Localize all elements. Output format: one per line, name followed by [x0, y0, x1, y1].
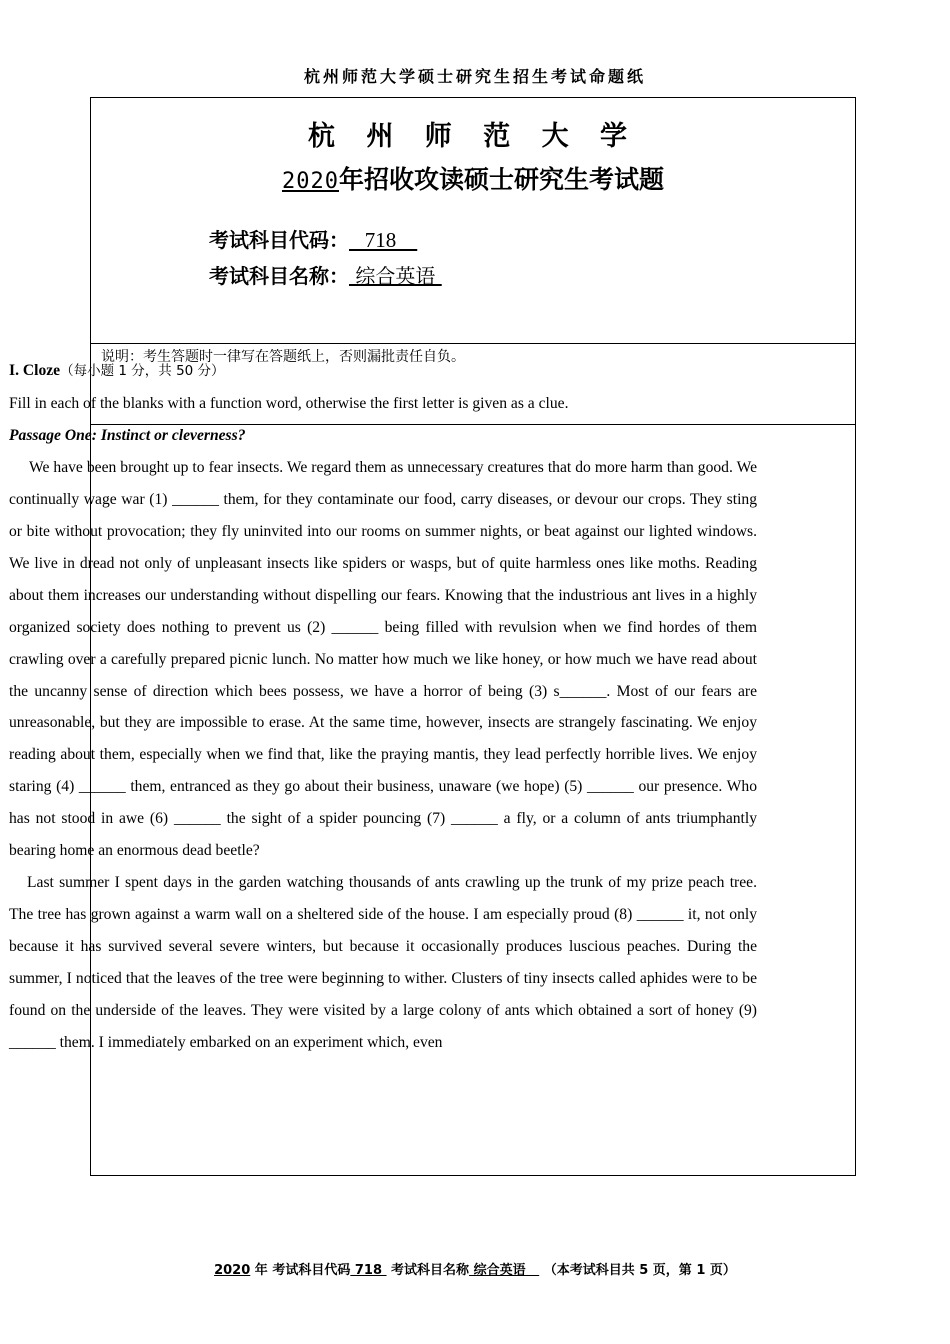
- subject-code-value: 718: [349, 228, 418, 252]
- subject-code-label: 考试科目代码：: [209, 228, 349, 252]
- passage-title: Passage One: Instinct or cleverness?: [9, 426, 246, 444]
- footer-text-1: 年 考试科目代码: [250, 1263, 351, 1278]
- subject-name-row: [209, 260, 442, 289]
- subject-code-row: [209, 224, 417, 253]
- exam-body: [9, 355, 757, 1059]
- exam-note: 说明：考生答题时一律写在答题纸上，否则漏批责任自负。: [101, 349, 465, 365]
- title-section: [91, 98, 855, 344]
- exam-title-text: 年招收攻读硕士研究生考试题: [338, 165, 664, 194]
- subject-name-label: 考试科目名称：: [209, 264, 349, 288]
- footer-text-2: 考试科目名称: [386, 1263, 470, 1278]
- footer-code: 718: [350, 1263, 387, 1278]
- footer-year: 2020: [214, 1263, 251, 1278]
- footer-name: 综合英语: [469, 1263, 540, 1278]
- exam-title: [91, 160, 855, 196]
- section-heading: [9, 355, 757, 388]
- page-header: 杭州师范大学硕士研究生招生考试命题纸: [303, 67, 646, 86]
- section-heading-en: I. Cloze: [9, 362, 61, 379]
- section-heading-cn: （每小题 1 分，共 50 分）: [60, 363, 225, 379]
- passage-paragraph-2: Last summer I spent days in the garden watching thousands of ants crawling up the trunk of my prize peach tree. The tree has grown against a warm wall on a sheltered side of the house. I am especially proud (8) ______ it, not only because it has survived several severe winters, but because it occasionally produces luscious peaches. During the summer, I noticed that the leaves of the tree were beginning to wither. Clusters of tiny insects called aphides were to be found on the underside of the leaves. They were visited by a large colony of ants which obtained a sort of honey (9) ______ them. I immediately embarked on an experiment which, even: [9, 874, 757, 1052]
- exam-year: 2020: [282, 169, 339, 194]
- subject-name-value: 综合英语: [349, 264, 442, 288]
- passage-paragraph-1: We have been brought up to fear insects. We regard them as unnecessary creatures that do more harm than good. We continually wage war (1) ______ them, for they contaminate our food, carry diseases, or devour our crops. They sting or bite without provocation; they fly uninvited into our rooms on summer nights, or beat against our lighted windows. We live in dread not only of unpleasant insects like spiders or wasps, but of quite harmless ones like moths. Reading about them increases our understanding without dispelling our fears. Knowing that the industrious ant lives in a highly organized society does nothing to prevent us (2) ______ being filled with revulsion when we find hordes of them crawling over a carefully prepared picnic lunch. No matter how much we like honey, or how much we have read about the uncanny sense of direction which bees possess, we have a horror of being (3) s______. Most of our fears are unreasonable, but they are impossible to erase. At the same time, however, insects are strangely fascinating. We enjoy reading about them, especially when we find that, like the praying mantis, they lead perfectly horrible lives. We enjoy staring (4) ______ them, entranced as they go about their business, unaware (we hope) (5) ______ our presence. Who has not stood in awe (6) ______ the sight of a spider pouncing (7) ______ a fly, or a column of ants triumphantly bearing home an enormous dead beetle?: [9, 458, 757, 860]
- page-footer: [0, 1259, 950, 1278]
- footer-text-3: （本考试科目共 5 页，第 1 页）: [539, 1263, 736, 1278]
- university-name: 杭 州 师 范 大 学: [308, 121, 638, 152]
- section-instruction: Fill in each of the blanks with a function word, otherwise the first letter is given as a clue.: [9, 394, 569, 412]
